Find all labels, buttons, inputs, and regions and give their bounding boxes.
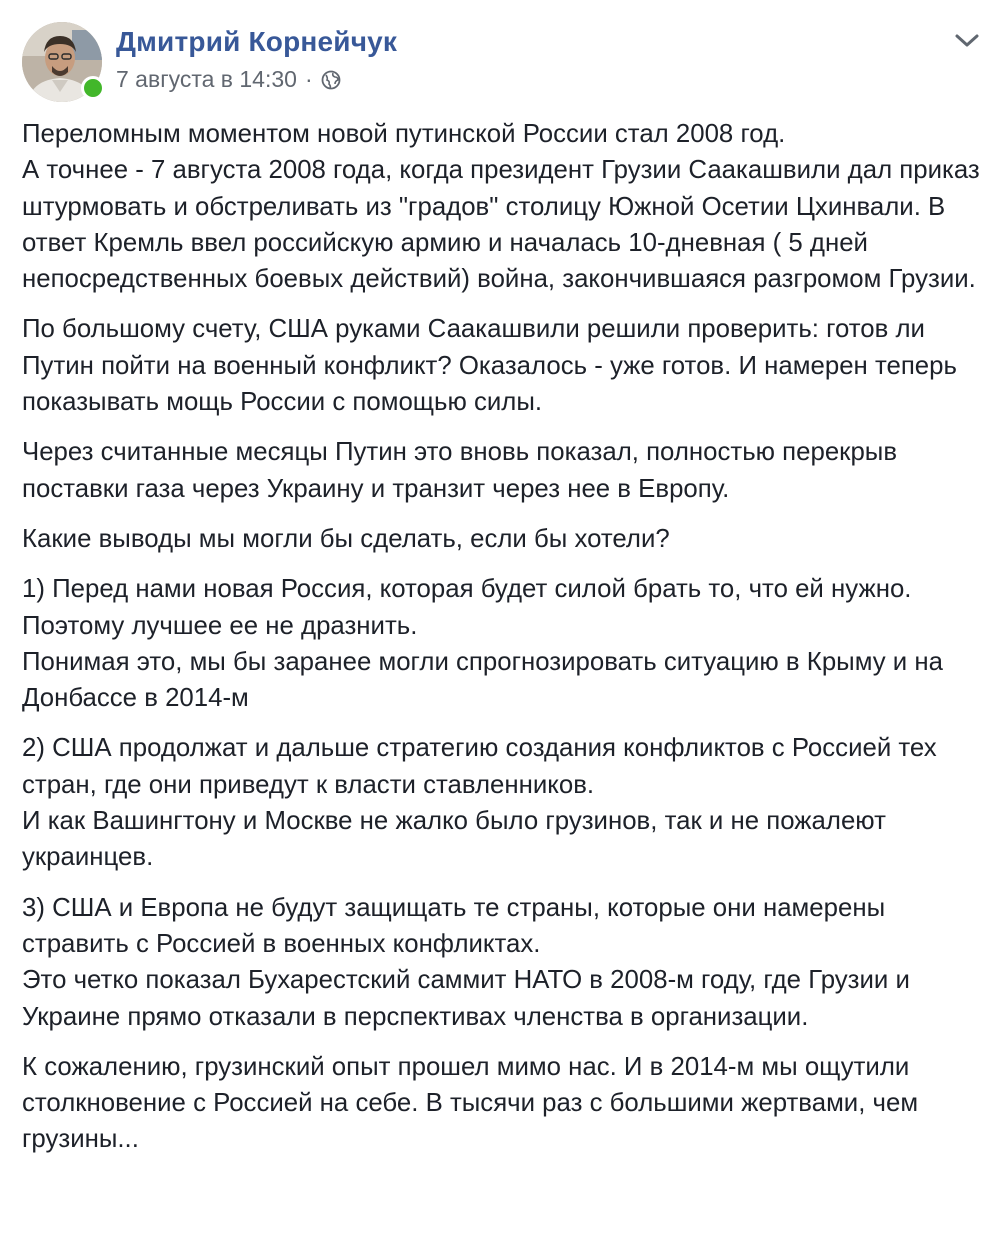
post-paragraph: 1) Перед нами новая Россия, которая будет силой брать то, что ей нужно. Поэтому лучшее ее не дразнить. Понимая это, мы бы заранее могли спрогнозировать ситуацию в Крыму и на Донбассе в 2014-м	[22, 575, 943, 713]
post-paragraph: К сожалению, грузинский опыт прошел мимо нас. И в 2014-м мы ощутили столкновение с Россией на себе. В тысячи раз с большими жертвами, чем грузины...	[22, 1052, 919, 1154]
globe-icon[interactable]	[321, 70, 341, 90]
avatar-container[interactable]	[22, 22, 102, 102]
post-paragraph: Через считанные месяцы Путин это вновь показал, полностью перекрыв поставки газа через Украину и транзит через нее в Европу.	[22, 438, 898, 503]
online-status-indicator	[81, 76, 105, 100]
post-timestamp[interactable]: 7 августа в 14:30	[116, 66, 297, 92]
post-content	[22, 116, 987, 1172]
post-paragraph: 3) США и Европа не будут защищать те страны, которые они намерены стравить с Россией в военных конфликтах. Это четко показал Бухарестский саммит НАТО в 2008-м году, где Грузии и Украине прямо отказали в перспективах членства в организации.	[22, 893, 910, 1031]
meta-separator: ·	[304, 66, 313, 92]
post-paragraph: Переломным моментом новой путинской России стал 2008 год. А точнее - 7 августа 2008 года, когда президент Грузии Саакашвили дал приказ штурмовать и обстреливать из "градов" столицу Южной Осетии Цхинвали. В ответ Кремль ввел российскую армию и началась 10-дневная ( 5 дней непосредственных боевых действий) война, закончившаяся разгромом Грузии.	[22, 120, 980, 294]
post-paragraph: 2) США продолжат и дальше стратегию создания конфликтов с Россией тех стран, где они приведут к власти ставленников. И как Вашингтону и Москве не жалко было грузинов, так и не пожалеют украинцев.	[22, 734, 937, 872]
author-name[interactable]: Дмитрий Корнейчук	[116, 26, 398, 57]
chevron-down-icon[interactable]	[952, 30, 982, 50]
post-header	[22, 18, 982, 108]
post-meta	[116, 66, 341, 93]
post-paragraph: По большому счету, США руками Саакашвили решили проверить: готов ли Путин пойти на военный конфликт? Оказалось - уже готов. И намерен теперь показывать мощь России с помощью силы.	[22, 315, 957, 417]
post-paragraph: Какие выводы мы могли бы сделать, если бы хотели?	[22, 524, 670, 553]
